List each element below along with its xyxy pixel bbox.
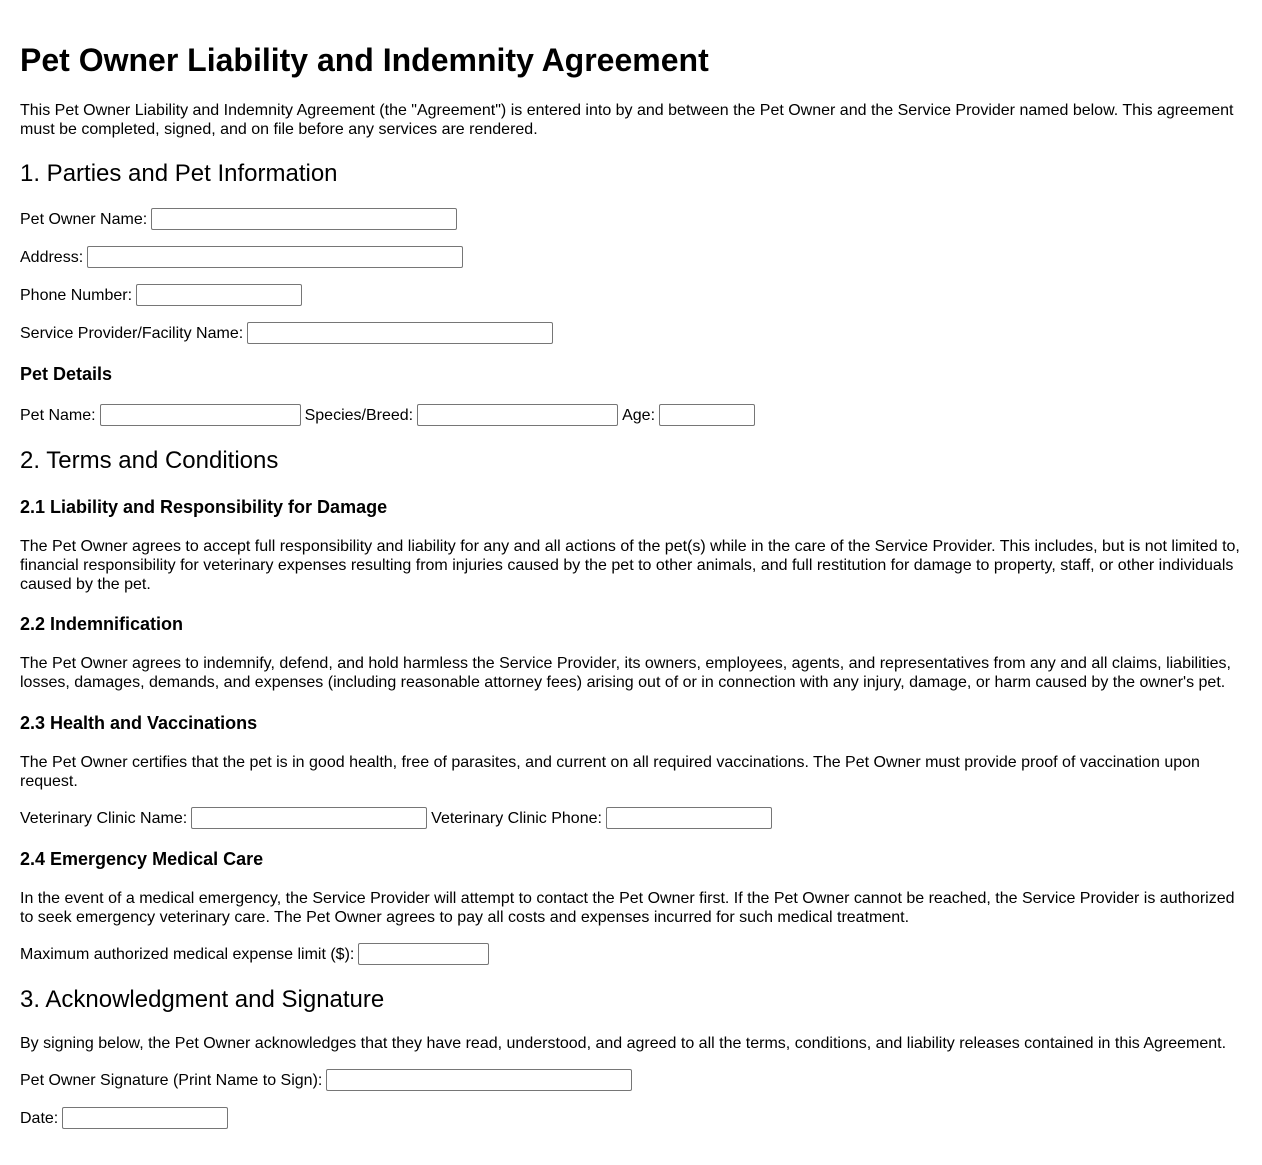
section-2-1-text: The Pet Owner agrees to accept full responsibility and liability for any and all actions of the pet(s) while in the care of the Service Provider. This includes, but is not limited to, financial responsibility for veterinary expenses resulting from injuries caused by the pet to other animals, and full restitution for damage to property, staff, or other individuals caused by the pet.: [20, 538, 1240, 593]
address-input[interactable]: [87, 246, 463, 268]
address-label: Address:: [20, 248, 84, 266]
pet-name-input[interactable]: [100, 404, 301, 426]
section-1-heading: 1. Parties and Pet Information: [20, 160, 338, 187]
vet-clinic-row: [20, 807, 776, 829]
section-2-4-text: In the event of a medical emergency, the Service Provider will attempt to contact the Pet Owner first. If the Pet Owner cannot be reached, the Service Provider is authorized to seek emergency veterinary care. The Pet Owner agrees to pay all costs and expenses incurred for such medical treatment.: [20, 890, 1235, 926]
vet-clinic-phone-input[interactable]: [606, 807, 772, 829]
provider-row: [20, 322, 557, 344]
owner-name-label: Pet Owner Name:: [20, 210, 148, 228]
phone-row: [20, 284, 306, 306]
phone-input[interactable]: [136, 284, 302, 306]
signature-row: [20, 1069, 636, 1091]
section-2-2-text: The Pet Owner agrees to indemnify, defend, and hold harmless the Service Provider, its owners, employees, agents, and representatives from any and all claims, liabilities, losses, damages, demands, and expenses (including reasonable attorney fees) arising out of or in connection with any injury, damage, or harm caused by the owner's pet.: [20, 655, 1231, 691]
phone-label: Phone Number:: [20, 286, 133, 304]
signature-label: Pet Owner Signature (Print Name to Sign):: [20, 1071, 323, 1089]
section-2-heading: 2. Terms and Conditions: [20, 447, 279, 474]
max-expense-input[interactable]: [358, 943, 489, 965]
pet-details-row: [20, 404, 759, 426]
vet-clinic-name-label: Veterinary Clinic Name:: [20, 809, 188, 827]
species-label: Species/Breed:: [304, 406, 414, 424]
date-row: [20, 1107, 232, 1129]
pet-details-heading: Pet Details: [20, 364, 113, 384]
section-2-3-heading: 2.3 Health and Vaccinations: [20, 713, 258, 733]
max-expense-row: [20, 943, 493, 965]
address-row: [20, 246, 467, 268]
section-2-4-heading: 2.4 Emergency Medical Care: [20, 849, 264, 869]
age-label: Age:: [622, 406, 656, 424]
vet-clinic-name-input[interactable]: [191, 807, 427, 829]
provider-label: Service Provider/Facility Name:: [20, 324, 244, 342]
date-input[interactable]: [62, 1107, 228, 1129]
owner-name-row: [20, 208, 461, 230]
signature-input[interactable]: [326, 1069, 632, 1091]
vet-clinic-phone-label: Veterinary Clinic Phone:: [431, 809, 602, 827]
section-3-text: By signing below, the Pet Owner acknowledges that they have read, understood, and agreed to all the terms, conditions, and liability releases contained in this Agreement.: [20, 1035, 1227, 1052]
age-input[interactable]: [659, 404, 755, 426]
date-label: Date:: [20, 1109, 59, 1127]
species-input[interactable]: [417, 404, 618, 426]
section-2-3-text: The Pet Owner certifies that the pet is in good health, free of parasites, and current on all required vaccinations. The Pet Owner must provide proof of vaccination upon request.: [20, 754, 1200, 790]
provider-input[interactable]: [247, 322, 553, 344]
page-title: Pet Owner Liability and Indemnity Agreement: [20, 42, 709, 78]
section-2-1-heading: 2.1 Liability and Responsibility for Damage: [20, 497, 388, 517]
pet-name-label: Pet Name:: [20, 406, 96, 424]
section-2-2-heading: 2.2 Indemnification: [20, 614, 184, 634]
intro-paragraph: This Pet Owner Liability and Indemnity Agreement (the "Agreement") is entered into by and between the Pet Owner and the Service Provider named below. This agreement must be completed, signed, and on file before any services are rendered.: [20, 102, 1234, 138]
owner-name-input[interactable]: [151, 208, 457, 230]
section-3-heading: 3. Acknowledgment and Signature: [20, 986, 385, 1013]
max-expense-label: Maximum authorized medical expense limit ($):: [20, 945, 355, 963]
